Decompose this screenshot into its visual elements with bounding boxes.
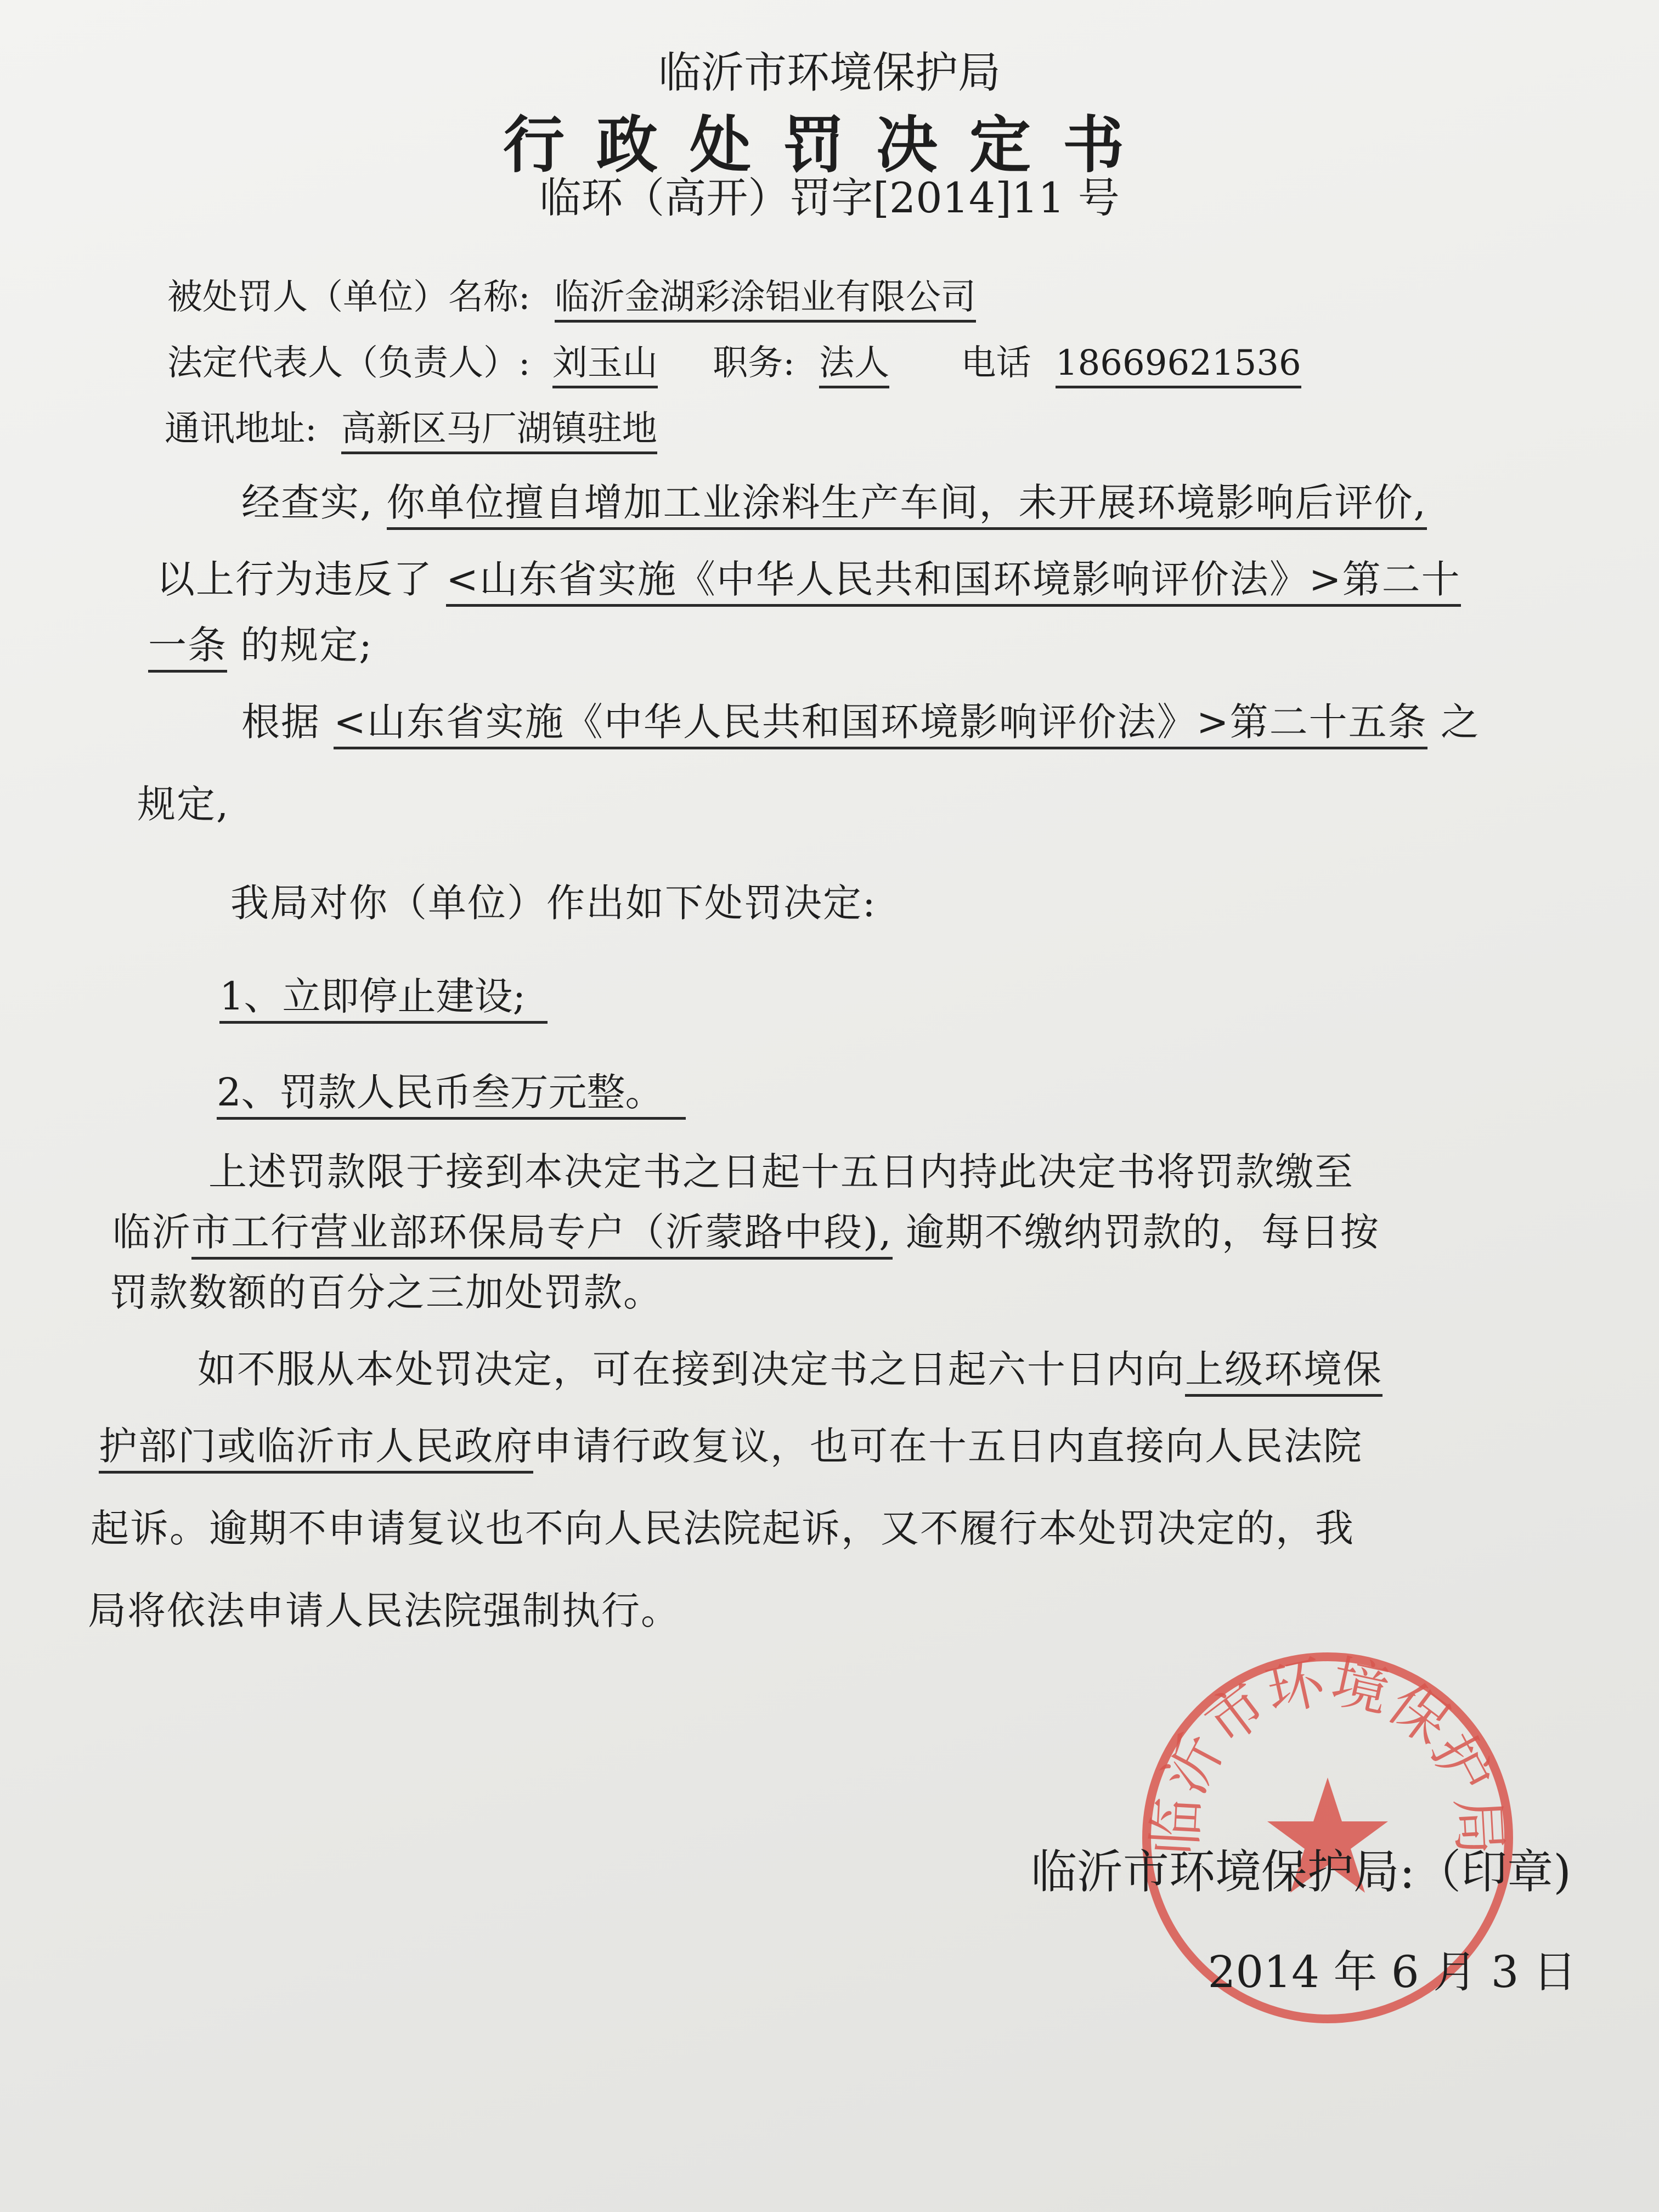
agency-header: 临沂市环境保护局 — [658, 48, 1001, 98]
representative-label: 法定代表人（负责人）: — [167, 343, 531, 383]
penalty-text-1: 1、立即停止建设; — [219, 974, 548, 1024]
basis-law: <山东省实施《中华人民共和国环境影响评价法》>第二十五条 — [334, 699, 1427, 749]
representative-row — [167, 335, 1301, 385]
position-label: 职务: — [713, 343, 795, 383]
payment-line-1: 上述罚款限于接到本决定书之日起十五日内持此决定书将罚款缴至 — [208, 1149, 1354, 1194]
findings-line-2 — [156, 549, 1461, 604]
basis-line-2: 规定, — [137, 782, 230, 827]
appeal-authority-part-1: 上级环境保 — [1185, 1347, 1383, 1397]
violated-law: <山东省实施《中华人民共和国环境影响评价法》>第二十 — [446, 557, 1460, 607]
document-number: 临环（高开）罚字[2014]11 号 — [539, 173, 1120, 222]
phone-value: 18669621536 — [1056, 343, 1301, 388]
findings-suffix: 的规定; — [240, 623, 373, 668]
basis-prefix: 根据 — [241, 699, 320, 744]
signing-date: 2014 年 6 月 3 日 — [1207, 1946, 1577, 1997]
representative-value: 刘玉山 — [552, 343, 658, 388]
findings-prefix: 经查实, — [241, 480, 374, 525]
seal-text: 临沂市环境保护局 — [1141, 1647, 1514, 1857]
appeal-prefix: 如不服从本处罚决定，可在接到决定书之日起六十日内向 — [198, 1347, 1185, 1392]
violation-fact: 你单位擅自增加工业涂料生产车间，未开展环境影响后评价, — [387, 480, 1427, 530]
address-value: 高新区马厂湖镇驻地 — [341, 409, 657, 454]
basis-suffix: 之 — [1440, 699, 1480, 744]
party-name-value: 临沂金湖彩涂铝业有限公司 — [555, 277, 976, 323]
appeal-line-2 — [99, 1415, 1363, 1471]
party-name-label: 被处罚人（单位）名称: — [167, 277, 531, 318]
appeal-line-4: 局将依法申请人民法院强制执行。 — [88, 1588, 680, 1633]
payment-account: 市工行营业部环保局专户（沂蒙路中段), — [191, 1210, 893, 1260]
penalty-text-2: 2、罚款人民币叁万元整。 — [217, 1070, 686, 1120]
penalty-item-1 — [219, 966, 548, 1021]
phone-label: 电话 — [961, 343, 1031, 383]
appeal-suffix: 申请行政复议，也可在十五日内直接向人民法院 — [533, 1424, 1363, 1469]
payment-prefix: 临沂 — [112, 1210, 191, 1255]
signer-line: 临沂市环境保护局:（印章) — [1030, 1845, 1571, 1899]
violation-prefix: 以上行为违反了 — [156, 557, 433, 602]
basis-line-1 — [241, 691, 1480, 747]
payment-suffix: 逾期不缴纳罚款的，每日按 — [905, 1210, 1380, 1255]
decision-intro: 我局对你（单位）作出如下处罚决定: — [230, 881, 877, 926]
findings-line-3 — [148, 614, 373, 670]
appeal-line-3: 起诉。逾期不申请复议也不向人民法院起诉，又不履行本处罚决定的，我 — [91, 1506, 1355, 1551]
payment-line-2 — [112, 1201, 1380, 1257]
findings-line-1 — [241, 472, 1427, 527]
party-name-row — [167, 269, 976, 319]
penalty-item-2 — [217, 1062, 686, 1117]
address-row — [165, 400, 657, 451]
appeal-authority-part-2: 护部门或临沂市人民政府 — [99, 1424, 533, 1474]
address-label: 通讯地址: — [165, 409, 317, 449]
payment-line-3: 罚款数额的百分之三加处罚款。 — [110, 1270, 663, 1315]
violated-article: 一条 — [148, 623, 227, 673]
document-title: 行政处罚决定书 — [503, 109, 1156, 181]
position-value: 法人 — [819, 343, 889, 388]
appeal-line-1 — [198, 1339, 1383, 1394]
